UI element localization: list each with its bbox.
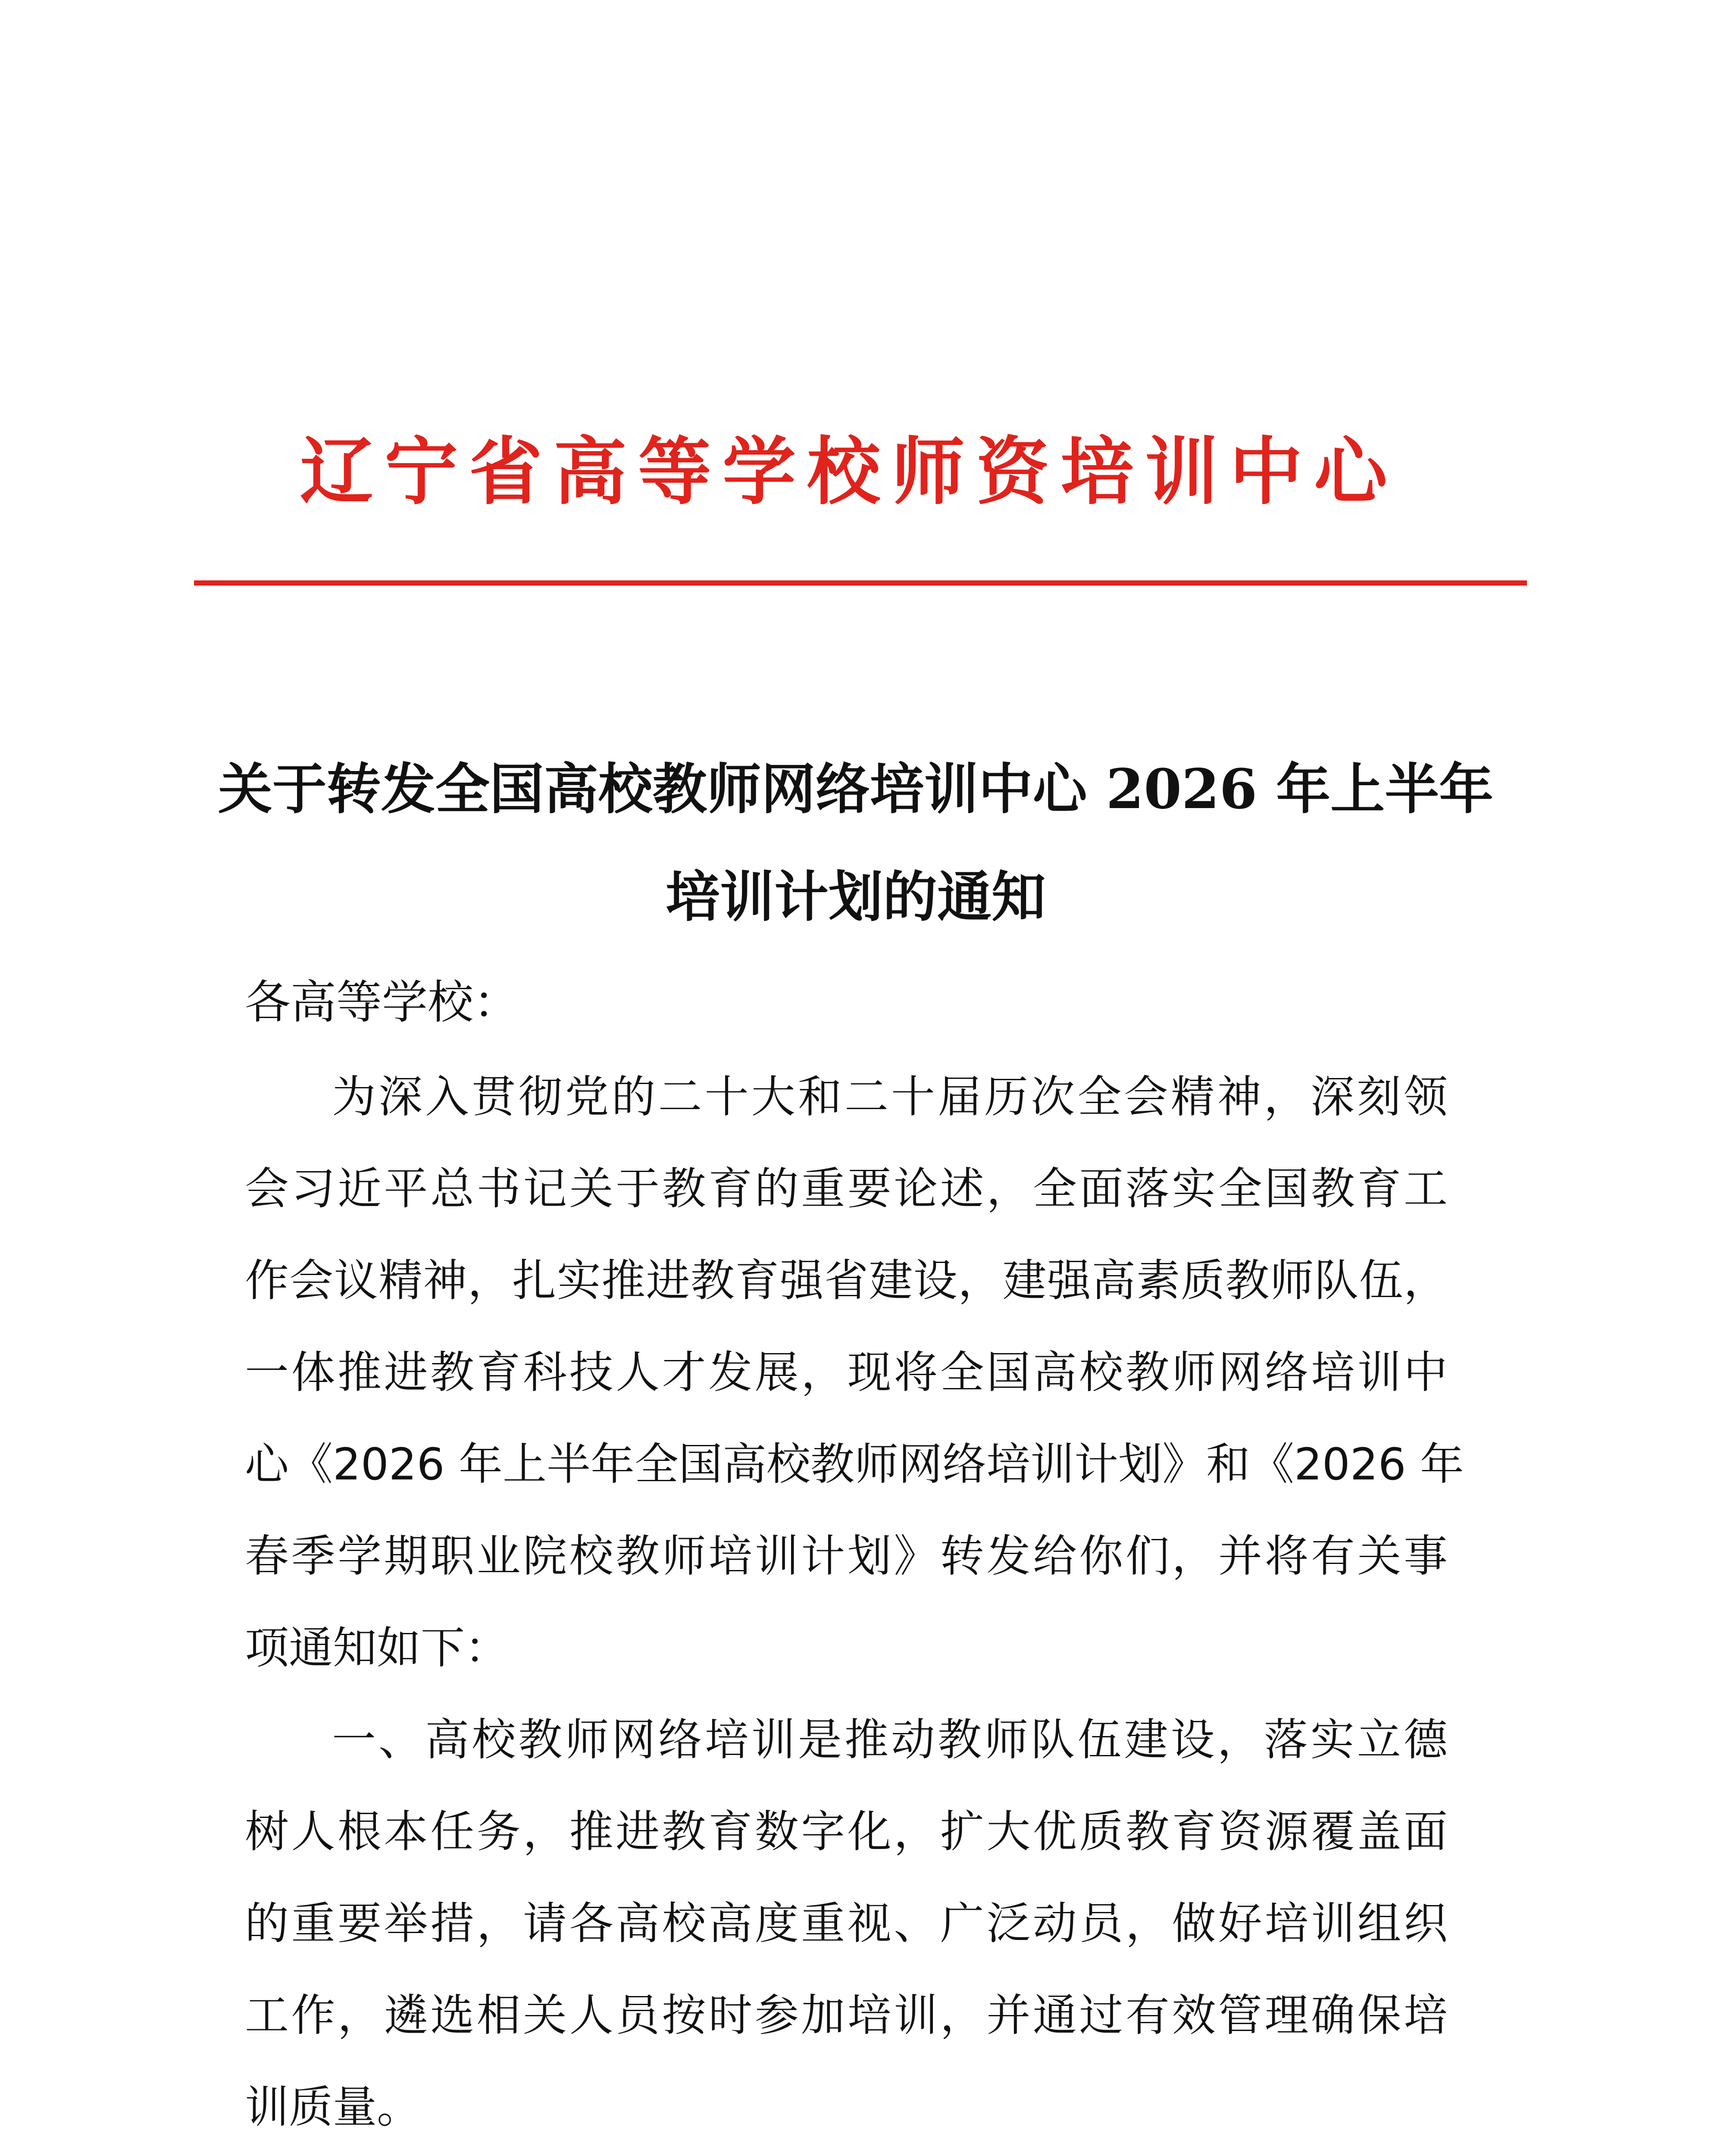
red-header-rule — [194, 580, 1527, 586]
paragraph-1-line: 项通知如下： — [245, 1623, 509, 1674]
issuing-organization-header: 辽宁省高等学校师资培训中心 — [300, 429, 1398, 515]
paragraph-1-line: 心《2026 年上半年全国高校教师网络培训计划》和《2026 年 — [245, 1439, 1464, 1490]
document-title-line-1: 关于转发全国高校教师网络培训中心 2026 年上半年 — [218, 757, 1494, 821]
paragraph-2-line: 工作，遴选相关人员按时参加培训，并通过有效管理确保培 — [245, 1990, 1448, 2041]
document-title-line-2: 培训计划的通知 — [666, 865, 1046, 929]
paragraph-1-line: 一体推进教育科技人才发展，现将全国高校教师网络培训中 — [245, 1347, 1448, 1398]
salutation: 各高等学校： — [245, 976, 519, 1029]
paragraph-1-line: 作会议精神，扎实推进教育强省建设，建强高素质教师队伍， — [245, 1255, 1448, 1307]
paragraph-1-line: 会习近平总书记关于教育的重要论述，全面落实全国教育工 — [245, 1163, 1448, 1215]
paragraph-2-line: 树人根本任务，推进教育数字化，扩大优质教育资源覆盖面 — [245, 1806, 1448, 1858]
paragraph-2-line: 的重要举措，请各高校高度重视、广泛动员，做好培训组织 — [245, 1898, 1448, 1949]
paragraph-1-line: 春季学期职业院校教师培训计划》转发给你们，并将有关事 — [245, 1531, 1448, 1582]
paragraph-2-line: 一、高校教师网络培训是推动教师队伍建设，落实立德 — [332, 1714, 1448, 1766]
paragraph-2-line: 训质量。 — [245, 2082, 421, 2133]
paragraph-1-line: 为深入贯彻党的二十大和二十届历次全会精神，深刻领 — [332, 1072, 1448, 1123]
